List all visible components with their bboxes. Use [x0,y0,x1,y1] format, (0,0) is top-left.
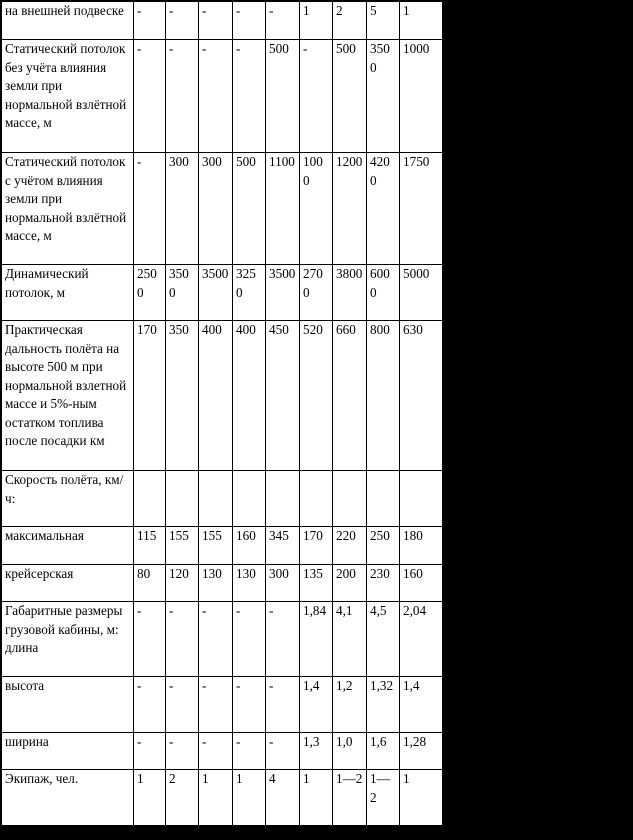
value-cell: - [199,40,233,153]
table-row [2,471,443,527]
row-label: Статический потолок с учётом влияния земли при нормальной взлётной массе, м [2,153,134,265]
value-cell [400,471,443,527]
row-label: на внешней подвеске [2,2,134,40]
value-cell: 130 [233,565,266,602]
value-cell: - [199,733,233,770]
value-cell: 3500 [367,40,400,153]
value-cell: - [233,2,266,40]
value-cell: 2700 [300,265,333,321]
table-row [2,565,443,602]
row-label: Экипаж, чел. [2,770,134,827]
value-cell: 155 [199,527,233,565]
value-cell: 1—2 [367,770,400,827]
value-cell: - [266,733,300,770]
value-cell: - [199,2,233,40]
value-cell: 1 [400,2,443,40]
table-row [2,677,443,733]
row-label: Статический потолок без учёта влияния земли при нормальной взлётной массе, м [2,40,134,153]
value-cell: - [166,677,199,733]
value-cell: 1,6 [367,733,400,770]
value-cell: 630 [400,321,443,471]
table-row [2,153,443,265]
table-row [2,40,443,153]
value-cell: 2500 [134,265,166,321]
value-cell: 1 [134,770,166,827]
value-cell: 1,2 [333,677,367,733]
value-cell: 2,04 [400,602,443,677]
value-cell: 1100 [266,153,300,265]
value-cell: 115 [134,527,166,565]
row-label: крейсерская [2,565,134,602]
value-cell: 1,0 [333,733,367,770]
value-cell: - [233,677,266,733]
table-row [2,2,443,40]
row-label: Практическая дальность полёта на высоте 500 м при нормальной взлетной массе и 5%-ным остатком топлива после посадки км [2,321,134,471]
value-cell: - [233,40,266,153]
value-cell: 1—2 [333,770,367,827]
value-cell: 1200 [333,153,367,265]
row-label: максимальная [2,527,134,565]
table-row [2,265,443,321]
value-cell: 500 [333,40,367,153]
value-cell: 3500 [266,265,300,321]
value-cell: 450 [266,321,300,471]
value-cell: 1000 [400,40,443,153]
row-label: высота [2,677,134,733]
value-cell: 1,28 [400,733,443,770]
value-cell: 4 [266,770,300,827]
value-cell: - [166,602,199,677]
value-cell: - [166,2,199,40]
value-cell [300,471,333,527]
value-cell: 4200 [367,153,400,265]
value-cell: 400 [233,321,266,471]
value-cell: 130 [199,565,233,602]
specs-table-body [2,2,443,827]
value-cell: 1,4 [300,677,333,733]
value-cell: 3800 [333,265,367,321]
value-cell: 1 [199,770,233,827]
value-cell: - [266,2,300,40]
value-cell: - [266,602,300,677]
value-cell: - [233,733,266,770]
value-cell: 2 [333,2,367,40]
value-cell [199,471,233,527]
row-label: ширина [2,733,134,770]
value-cell: - [134,2,166,40]
value-cell: 3500 [199,265,233,321]
specs-table [1,1,443,827]
value-cell: 6000 [367,265,400,321]
value-cell: - [266,677,300,733]
value-cell: 300 [166,153,199,265]
value-cell: 160 [400,565,443,602]
value-cell: 80 [134,565,166,602]
value-cell: 400 [199,321,233,471]
value-cell: 250 [367,527,400,565]
value-cell: 3500 [166,265,199,321]
value-cell: 300 [199,153,233,265]
value-cell: 5000 [400,265,443,321]
value-cell: - [199,677,233,733]
value-cell: 170 [300,527,333,565]
value-cell: 1 [400,770,443,827]
value-cell: - [134,602,166,677]
value-cell: 500 [233,153,266,265]
value-cell: 155 [166,527,199,565]
value-cell: 220 [333,527,367,565]
value-cell: 160 [233,527,266,565]
value-cell: 1,32 [367,677,400,733]
value-cell [266,471,300,527]
value-cell: - [134,733,166,770]
value-cell: 1,84 [300,602,333,677]
row-label: Габаритные размеры грузовой кабины, м: длина [2,602,134,677]
table-row [2,770,443,827]
value-cell: 500 [266,40,300,153]
value-cell: 520 [300,321,333,471]
value-cell: 180 [400,527,443,565]
row-label: Скорость полёта, км/ч: [2,471,134,527]
value-cell: 1750 [400,153,443,265]
value-cell: 300 [266,565,300,602]
value-cell: 120 [166,565,199,602]
value-cell [367,471,400,527]
value-cell [233,471,266,527]
value-cell: 200 [333,565,367,602]
value-cell: - [166,733,199,770]
value-cell: 1 [300,2,333,40]
value-cell: - [134,40,166,153]
value-cell: 1 [300,770,333,827]
value-cell: 170 [134,321,166,471]
value-cell: - [300,40,333,153]
value-cell [333,471,367,527]
value-cell [134,471,166,527]
value-cell: 2 [166,770,199,827]
value-cell: 4,5 [367,602,400,677]
row-label: Динамический потолок, м [2,265,134,321]
value-cell: 350 [166,321,199,471]
value-cell: 230 [367,565,400,602]
table-row [2,733,443,770]
value-cell: - [233,602,266,677]
table-row [2,527,443,565]
value-cell: - [134,677,166,733]
value-cell: 5 [367,2,400,40]
value-cell: 345 [266,527,300,565]
value-cell: 135 [300,565,333,602]
value-cell [166,471,199,527]
value-cell: - [199,602,233,677]
value-cell: 1 [233,770,266,827]
value-cell: 1,4 [400,677,443,733]
value-cell: 800 [367,321,400,471]
value-cell: 4,1 [333,602,367,677]
table-row [2,321,443,471]
value-cell: - [166,40,199,153]
value-cell: 3250 [233,265,266,321]
value-cell: 1,3 [300,733,333,770]
value-cell: 1000 [300,153,333,265]
value-cell: - [134,153,166,265]
value-cell: 660 [333,321,367,471]
table-row [2,602,443,677]
